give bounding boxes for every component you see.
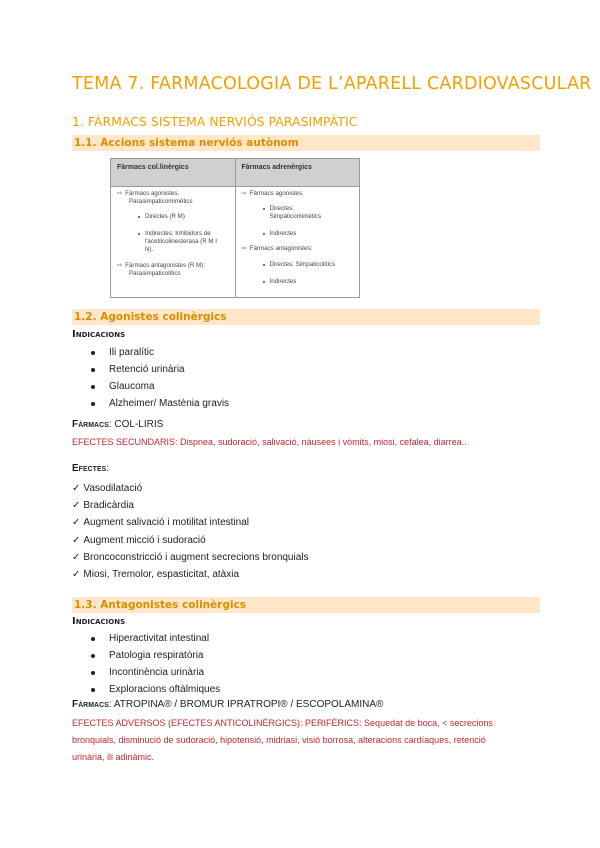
table-cell: Indirectes [269, 230, 297, 237]
table-cell: Indirectes: Inhibidors de [145, 230, 211, 237]
table-cell: Parasimpaticomimètics [129, 198, 193, 205]
list-item: ✓ Vasodilatació [72, 483, 143, 494]
side-effects: EFECTES SECUNDARIS: Dispnea, sudoració, salivació, nàusees i vòmits, miosi, cefalea, diarrea.. [72, 437, 467, 447]
list-item: Patologia respiratòria [90, 647, 220, 664]
adverse-effects-line-3: urinària, ili adinàmic. [72, 752, 155, 762]
effects-colon: : [106, 463, 110, 474]
adverse-effects-line-2: bronquials, disminució de sudoració, hipotensió, midriasi, visió borrosa, alteracions cardíaques, retenció [72, 735, 486, 745]
table-header-cholinergic: Fàrmacs col.linèrgics [117, 164, 189, 171]
table-cell: Parasimpaticolítics [129, 270, 181, 277]
table-cell: N). [145, 246, 154, 253]
table-cell: Fàrmacs antagonistes (R M): [125, 262, 205, 269]
table-cell: Simpàticomimètics [269, 213, 322, 220]
drugs-label: Fàrmacs [72, 419, 109, 430]
page-title: TEMA 7. FARMACOLOGIA DE L’APARELL CARDIOVASCULAR [72, 74, 592, 94]
table-cell: Indirectes [269, 278, 297, 285]
drugs2-value: : ATROPINA® / BROMUR IPRATROPI® / ESCOPOLAMINA® [108, 699, 384, 710]
drugs-line [72, 419, 163, 430]
arrow-icon: ⇨ [117, 262, 123, 269]
list-item: ✓ Bradicàrdia [72, 500, 134, 512]
list-item: ✓ Miosi, Tremolor, espasticitat, atàxia [72, 568, 240, 580]
check-icon: ✓ [72, 551, 81, 563]
list-item: Exploracions oftàlmiques [90, 681, 220, 698]
subsection-heading-1-1: 1.1. Accions sistema nerviós autònom [72, 135, 540, 151]
effects-list [72, 480, 309, 583]
check-icon: ✓ [72, 568, 81, 580]
check-icon: ✓ [72, 534, 81, 546]
autonomic-drugs-table [110, 158, 360, 298]
subsection-heading-1-3: 1.3. Antagonistes colinèrgics [72, 597, 540, 613]
list-item: Ili paralític [90, 344, 229, 361]
table-cell: Directes: [269, 205, 294, 212]
drugs2-line [72, 699, 383, 710]
check-icon: ✓ [72, 483, 81, 494]
adverse-effects-line-1: EFECTES ADVERSOS (EFECTES ANTICOLINÈRGICS): PERIFÈRICS: Sequedat de boca, < secrecions [72, 718, 493, 728]
table-cell: Directes: Simpaticolítics [269, 261, 336, 268]
list-item: Alzheimer/ Mastènia gravis [90, 395, 229, 412]
indications2-list [90, 630, 220, 698]
list-item: Glaucoma [90, 378, 229, 395]
section-heading: 1. FÀRMACS SISTEMA NERVIÓS PARASIMPÀTIC [72, 114, 358, 129]
list-item: Incontinència urinària [90, 664, 220, 681]
check-icon: ✓ [72, 500, 81, 512]
effects-heading [72, 463, 109, 474]
drugs-value: : COL-LIRIS [108, 419, 164, 430]
drugs2-label: Fàrmacs [72, 699, 109, 710]
table-cell: Fàrmacs agonistes. [125, 190, 180, 197]
check-icon: ✓ [72, 517, 81, 529]
arrow-icon: ⇨ [241, 190, 247, 197]
table-cell: Directes (R M) [145, 213, 185, 220]
indications-list [90, 344, 229, 412]
arrow-icon: ⇨ [241, 245, 247, 252]
indications2-label: Indicacions [72, 616, 126, 627]
table-cell: l'acetilcolinesterasa (R M I [145, 238, 218, 245]
indications-label: Indicacions [72, 329, 126, 340]
list-item: Hiperactivitat intestinal [90, 630, 220, 647]
subsection-heading-1-2: 1.2. Agonistes colinèrgics [72, 309, 540, 325]
list-item: ✓ Augment salivació i motilitat intestinal [72, 517, 250, 529]
list-item: ✓ Augment micció i sudoració [72, 534, 206, 546]
table-col-cholinergic [111, 187, 235, 297]
table-header-adrenergic: Fàrmacs adrenèrgics [235, 159, 360, 186]
table-cell: Fàrmacs antagonistes: [249, 245, 313, 252]
list-item: Retenció urinària [90, 361, 229, 378]
list-item: ✓ Broncoconstricció i augment secrecions bronquials [72, 551, 309, 563]
arrow-icon: ⇨ [117, 190, 123, 197]
effects-label: Efectes [72, 463, 107, 474]
table-cell: Fàrmacs agonistes. [249, 190, 304, 197]
table-col-adrenergic [235, 187, 360, 297]
